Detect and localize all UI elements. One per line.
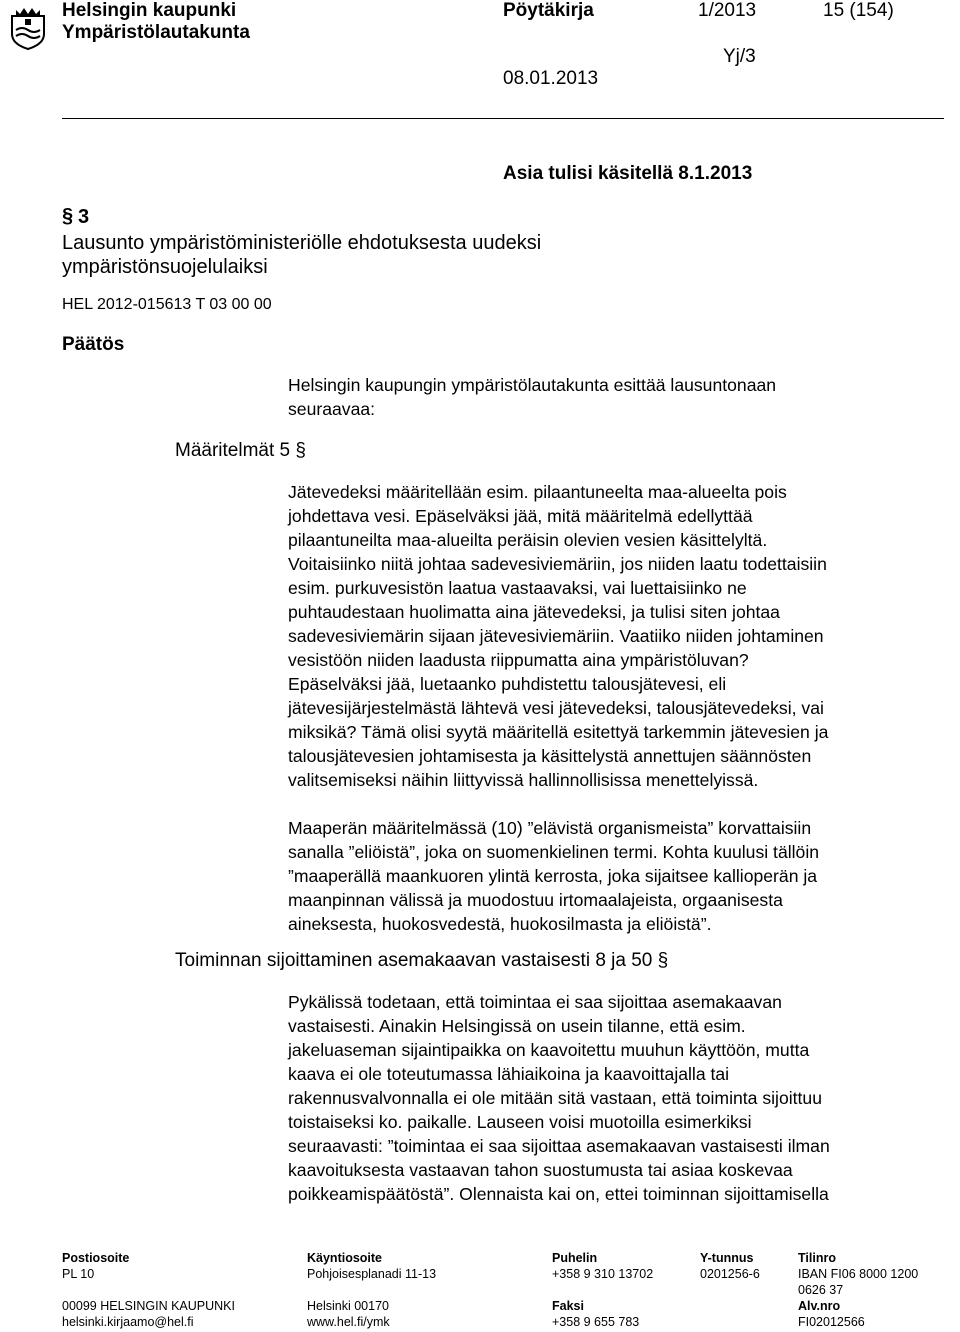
section-sign-icon: § (62, 205, 74, 227)
helsinki-crest-logo (8, 4, 48, 50)
section-sign-icon: § (295, 440, 306, 461)
side-label-zoning-text: Toiminnan sijoittaminen asemakaavan vastaisesti 8 ja 50 (175, 950, 653, 971)
meeting-date: 08.01.2013 (503, 68, 599, 89)
header-rule (62, 118, 944, 119)
footer-website: www.hel.fi/ymk (307, 1315, 390, 1329)
side-label-definitions-text: Määritelmät 5 (175, 440, 291, 461)
footer-phone (552, 1250, 653, 1330)
footer-business-id-heading: Y-tunnus (700, 1251, 754, 1265)
reissue-note: Asia tulisi käsitellä 8.1.2013 (503, 163, 753, 184)
footer-business-id (700, 1250, 760, 1282)
footer-postal (62, 1250, 235, 1330)
side-label-zoning (175, 950, 668, 972)
footer-email: helsinki.kirjaamo@hel.fi (62, 1315, 194, 1329)
footer-postal-box: PL 10 (62, 1267, 95, 1281)
case-reference: HEL 2012-015613 T 03 00 00 (62, 296, 272, 313)
meeting-number: 1/2013 (698, 0, 757, 21)
section-sign-icon: § (657, 950, 669, 971)
document-type: Pöytäkirja (503, 0, 594, 21)
paragraph-wastewater: Jätevedeksi määritellään esim. pilaantuneelta maa-alueelta pois johdettava vesi. Epäselväksi jää, mitä määritelmä edellyttää pilaantuneilta maa-alueilta peräisin olevien vesien käsittelyltä. Voitaisiinko niitä johtaa sadevesiviemäriin, jos niiden laatu todettaisiin esim. purkuvesistön laatua vastaavaksi, vai luettaisiinko ne puhtaudestaan huolimatta aina jätevedeksi, ja tulisi siten johtaa sadevesiviemärin sijaan jätevesiviemäriin. Vaatiiko niiden johtaminen vesistöön niiden laadusta riippumatta aina ympäristöluvan? Epäselväksi jää, luetaanko puhdistettu talousjätevesi, eli jätevesijärjestelmästä lähtevä vesi jätevedeksi, talousjätevedeksi, vai miksikä? Tämä olisi syytä määritellä esitettyä tarkemmin jätevesien ja talousjätevesien johtamisesta ja käsittelystä annettujen säännösten valitsemiseksi näihin liittyvissä hallinnollisissa menettelyissä. (288, 482, 829, 790)
footer-account (798, 1250, 918, 1330)
footer-fax-number: +358 9 655 783 (552, 1315, 640, 1329)
footer-visit-city: Helsinki 00170 (307, 1299, 389, 1313)
footer-postal-heading: Postiosoite (62, 1251, 130, 1265)
footer-fax-heading: Faksi (552, 1299, 584, 1313)
side-label-definitions (175, 440, 306, 462)
footer-vat-number: FI02012566 (798, 1315, 865, 1329)
footer-business-id-value: 0201256-6 (700, 1267, 760, 1281)
item-title-line-2: ympäristönsuojelulaiksi (62, 256, 268, 278)
committee-name: Ympäristölautakunta (62, 22, 250, 43)
footer-account-heading: Tilinro (798, 1251, 836, 1265)
org-name: Helsingin kaupunki (62, 0, 237, 21)
footer-visit (307, 1250, 436, 1330)
footer-iban-cont: 0626 37 (798, 1283, 844, 1297)
page-number: 15 (154) (823, 0, 894, 21)
paragraph-zoning: Pykälissä todetaan, että toimintaa ei saa sijoittaa asemakaavan vastaisesti. Ainakin Helsingissä on usein tilanne, että esim. jakeluaseman sijaintipaikka on kaavoitettu muuhun käyttöön, mutta kaava ei ole toteutumassa lähiaikoina ja kaavoittajalla tai rakennusvalvonnalla ei ole mitään sitä vastaan, että toiminta sijoittuu toistaiseksi ko. paikalle. Lauseen voisi muotoilla esimerkiksi seuraavasti: ”toimintaa ei saa sijoittaa asemakaavan vastaisesti ilman kaavoituksesta vastaavan tahon suostumusta tai asiaa koskevaa poikkeamispäätöstä”. Olennaista kai on, ettei toiminnan sijoittamisella (288, 992, 830, 1204)
footer-visit-heading: Käyntiosoite (307, 1251, 383, 1265)
section-code: Yj/3 (723, 46, 756, 67)
item-title-line-1: Lausunto ympäristöministeriölle ehdotuksesta uudeksi (62, 232, 542, 254)
footer-vat-heading: Alv.nro (798, 1299, 841, 1313)
footer-visit-street: Pohjoisesplanadi 11-13 (307, 1267, 437, 1281)
footer-iban: IBAN FI06 8000 1200 (798, 1267, 919, 1281)
paragraph-soil-definition: Maaperän määritelmässä (10) ”elävistä organismeista” korvattaisiin sanalla ”eliöistä”, joka on suomenkielinen termi. Kohta kuulusi tällöin ”maaperällä maankuoren ylintä kerrosta, joka sijaitsee kallioperän ja maanpinnan välissä ja muodostuu irtomaalajeista, orgaanisesta aineksesta, huokosvedestä, huokosilmasta ja eliöistä”. (288, 818, 820, 934)
intro-paragraph: Helsingin kaupungin ympäristölautakunta esittää lausuntonaan seuraavaa: (288, 375, 777, 419)
item-number: 3 (78, 206, 90, 228)
decision-heading: Päätös (62, 334, 125, 355)
footer-postal-city: 00099 HELSINGIN KAUPUNKI (62, 1299, 235, 1313)
footer-phone-heading: Puhelin (552, 1251, 598, 1265)
footer-phone-number: +358 9 310 13702 (552, 1267, 654, 1281)
